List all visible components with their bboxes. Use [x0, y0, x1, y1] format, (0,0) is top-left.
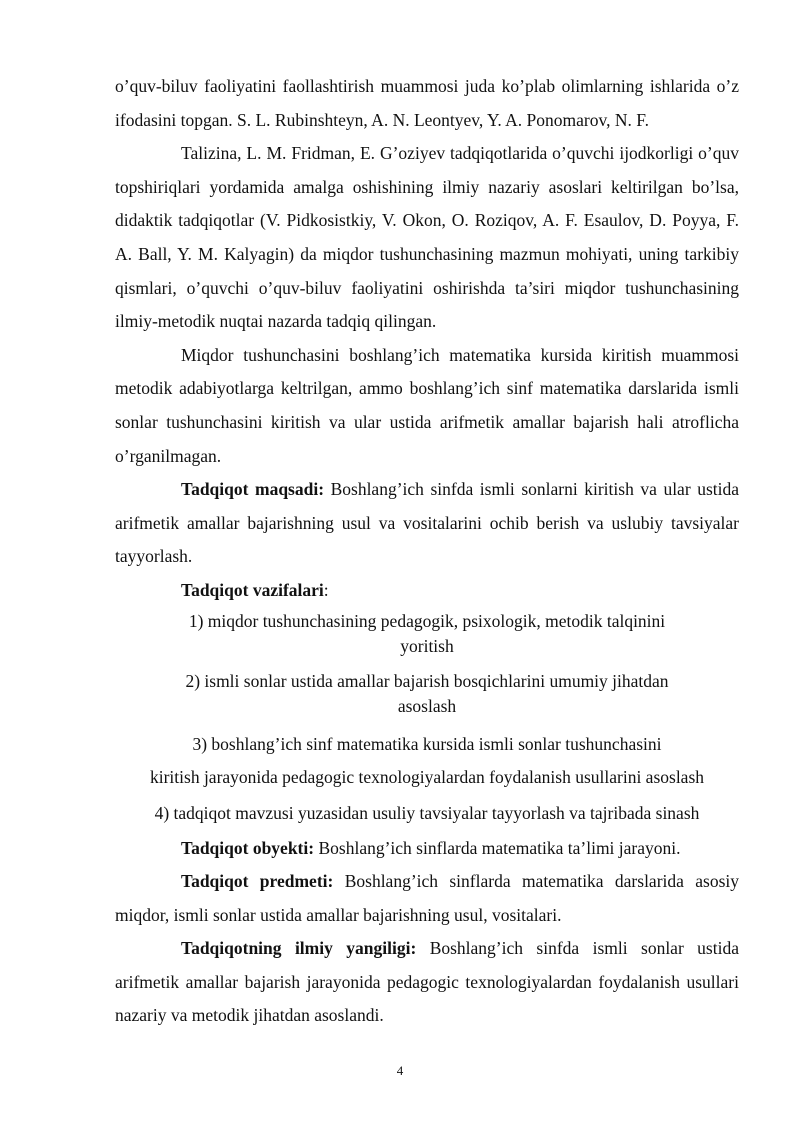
paragraph-research-overview: Talizina, L. M. Fridman, E. G’oziyev tadqiqotlarida o’quvchi ijodkorligi o’quv topshiriqlari yordamida amalga oshishining ilmiy nazariy asoslari keltirilgan bo’lsa, didaktik tadqiqotlar (V. Pidkosistkiy, V. Okon, O. Roziqov, A. F. Esaulov, D. Poyya, F. A. Ball, Y. M. Kalyagin) da miqdor tushunchasining mazmun mohiyati, uning tarkibiy qismlari, o’quvchi o’quv-biluv faoliyatini oshirishda ta’siri miqdor tushunchasining ilmiy-metodik nuqtai nazarda tadqiq qilingan. — [115, 143, 739, 332]
task-1-line-1: 1) miqdor tushunchasining pedagogik, psixologik, metodik talqinini — [188, 610, 666, 631]
novelty-label: Tadqiqotning ilmiy yangiligi: — [181, 938, 417, 959]
task-3-line-1: 3) boshlang’ich sinf matematika kursida ismli sonlar tushunchasini — [192, 733, 662, 754]
paragraph-subject — [115, 865, 739, 932]
object-label: Tadqiqot obyekti: — [181, 837, 315, 858]
object-text: Boshlang’ich sinflarda matematika ta’limi jarayoni. — [314, 837, 681, 858]
subject-label: Tadqiqot predmeti: — [181, 871, 334, 892]
paragraph-intro: o’quv-biluv faoliyatini faollashtirish muammosi juda ko’plab olimlarning ishlarida o’z ifodasini topgan. S. L. Rubinshteyn, A. N. Leontyev, Y. A. Ponomarov, N. F. — [115, 76, 739, 130]
paragraph-object — [115, 832, 739, 866]
paragraph-novelty — [115, 932, 739, 1033]
tasks-heading — [115, 574, 739, 608]
task-4: 4) tadqiqot mavzusi yuzasidan usuliy tavsiyalar tayyorlash va tajribada sinash — [154, 802, 700, 823]
goal-label: Tadqiqot maqsadi: — [181, 479, 325, 500]
body-text — [115, 70, 739, 1033]
task-1-line-2: yoritish — [400, 635, 454, 656]
page-number: 4 — [396, 1063, 404, 1078]
task-3-line-2: kiritish jarayonida pedagogic texnologiyalardan foydalanish usullarini asoslash — [149, 766, 705, 787]
task-2-line-1: 2) ismli sonlar ustida amallar bajarish bosqichlarini umumiy jihatdan — [185, 670, 669, 691]
subject-text: Boshlang’ich sinflarda matematika darslarida asosiy miqdor, ismli sonlar ustida amallar bajarishning usul, vositalari. — [115, 871, 740, 925]
task-2-line-2: asoslash — [397, 695, 457, 716]
tasks-colon: : — [323, 579, 329, 600]
paragraph-problem: Miqdor tushunchasini boshlang’ich matematika kursida kiritish muammosi metodik adabiyotlarga keltrilgan, ammo boshlang’ich sinf matematika darslarida ismli sonlar tushunchasini kiritish va ular ustida arifmetik amallar bajarish hali atroflicha o’rganilmagan. — [115, 344, 739, 466]
paragraph-goal — [115, 473, 739, 574]
goal-text: Boshlang’ich sinfda ismli sonlarni kiritish va ular ustida arifmetik amallar bajarishning usul va vositalarini ochib berish va uslubiy tavsiyalar tayyorlash. — [115, 479, 739, 567]
novelty-text: Boshlang’ich sinfda ismli sonlar ustida arifmetik amallar bajarish jarayonida pedagogic texnologiyalardan foydalanish usullari nazariy va metodik jihatdan asoslandi. — [115, 938, 739, 1026]
tasks-label: Tadqiqot vazifalari — [181, 579, 324, 600]
